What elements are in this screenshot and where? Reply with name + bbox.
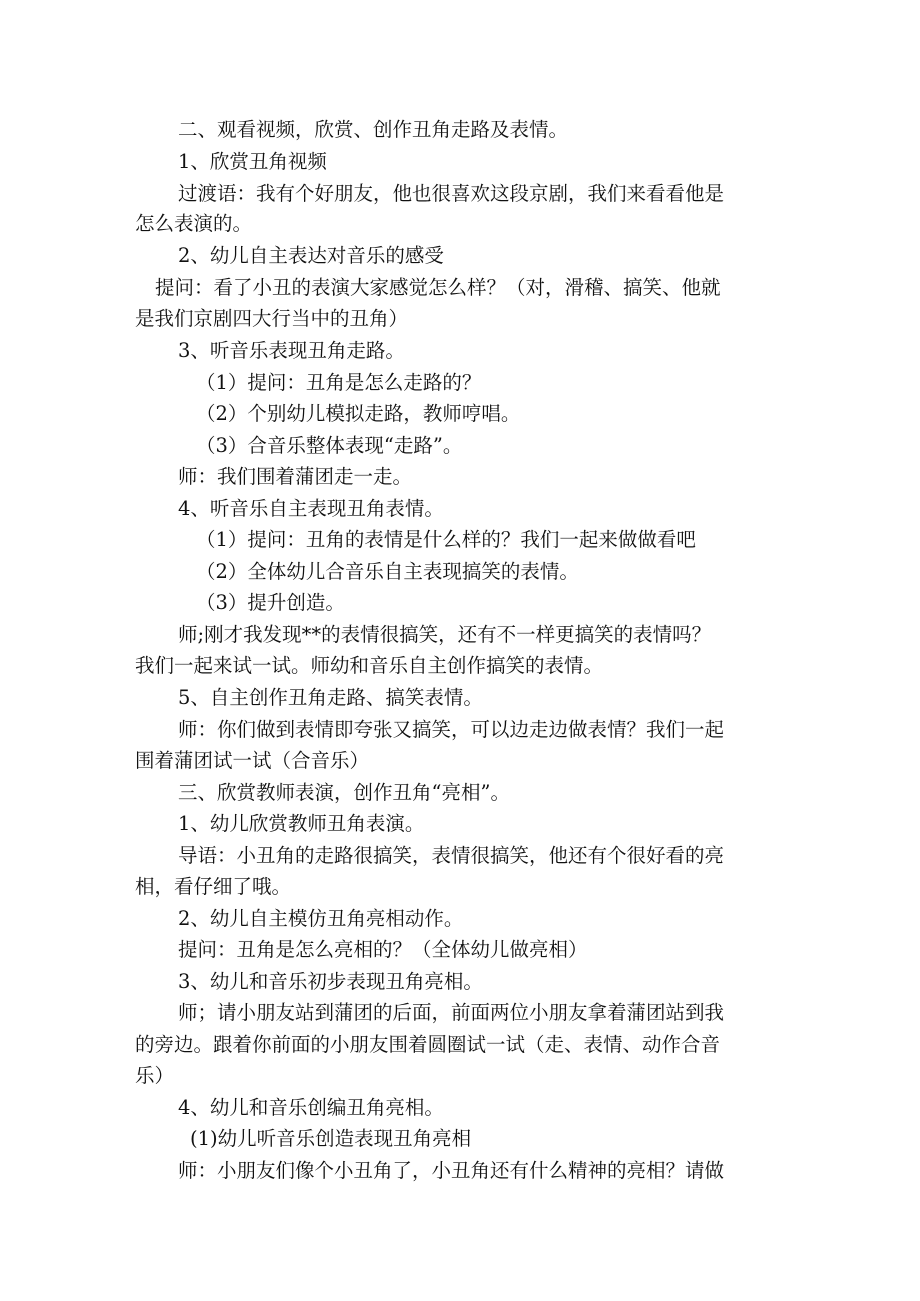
paragraph-line: 师：你们做到表情即夸张又搞笑，可以边走边做表情？我们一起 xyxy=(178,718,725,741)
section-heading: 二、观看视频，欣赏、创作丑角走路及表情。 xyxy=(178,118,569,141)
paragraph-line: 提问：丑角是怎么亮相的？（全体幼儿做亮相） xyxy=(178,938,588,961)
subheading: 1、欣赏丑角视频 xyxy=(178,150,327,173)
paragraph-line: 相，看仔细了哦。 xyxy=(135,875,292,898)
subheading: 5、自主创作丑角走路、搞笑表情。 xyxy=(178,686,483,709)
paragraph-line: 提问：看了小丑的表演大家感觉怎么样？（对，滑稽、搞笑、他就 xyxy=(155,276,721,299)
subheading: 3、幼儿和音乐初步表现丑角亮相。 xyxy=(178,970,483,993)
paragraph-line: 我们一起来试一试。师幼和音乐自主创作搞笑的表情。 xyxy=(135,654,604,677)
list-item: （3）合音乐整体表现“走路”。 xyxy=(196,434,463,457)
subheading: 4、幼儿和音乐创编丑角亮相。 xyxy=(178,1096,444,1119)
list-item: （2）个别幼儿模拟走路，教师哼唱。 xyxy=(196,402,521,425)
paragraph-line: 师：小朋友们像个小丑角了，小丑角还有什么精神的亮相？请做 xyxy=(178,1159,725,1182)
subheading: 2、幼儿自主表达对音乐的感受 xyxy=(178,244,444,267)
subheading: 2、幼儿自主模仿丑角亮相动作。 xyxy=(178,907,464,930)
paragraph-line: 导语：小丑角的走路很搞笑，表情很搞笑，他还有个很好看的亮 xyxy=(178,844,725,867)
list-item: （1）提问：丑角是怎么走路的？ xyxy=(196,371,482,394)
list-item: (1)幼儿听音乐创造表现丑角亮相 xyxy=(190,1127,472,1150)
subheading: 4、听音乐自主表现丑角表情。 xyxy=(178,497,444,520)
paragraph-line: 的旁边。跟着你前面的小朋友围着圆圈试一试（走、表情、动作合音 xyxy=(135,1033,721,1056)
list-item: （1）提问：丑角的表情是什么样的？我们一起来做做看吧 xyxy=(196,528,696,551)
paragraph-line: 过渡语：我有个好朋友，他也很喜欢这段京剧，我们来看看他是 xyxy=(178,182,725,205)
subheading: 1、幼儿欣赏教师丑角表演。 xyxy=(178,812,425,835)
section-heading: 三、欣赏教师表演，创作丑角“亮相”。 xyxy=(178,781,510,804)
paragraph-line: 师：我们围着蒲团走一走。 xyxy=(178,465,413,488)
paragraph-line: 围着蒲团试一试（合音乐） xyxy=(135,749,370,772)
paragraph-line: 怎么表演的。 xyxy=(135,212,253,235)
subheading: 3、听音乐表现丑角走路。 xyxy=(178,339,405,362)
list-item: （2）全体幼儿合音乐自主表现搞笑的表情。 xyxy=(196,560,579,583)
paragraph-line: 乐） xyxy=(135,1064,175,1087)
paragraph-line: 是我们京剧四大行当中的丑角） xyxy=(135,307,409,330)
paragraph-line: 师;刚才我发现**的表情很搞笑，还有不一样更搞笑的表情吗？ xyxy=(178,623,712,646)
list-item: （3）提升创造。 xyxy=(196,591,345,614)
paragraph-line: 师；请小朋友站到蒲团的后面，前面两位小朋友拿着蒲团站到我 xyxy=(178,1001,725,1024)
